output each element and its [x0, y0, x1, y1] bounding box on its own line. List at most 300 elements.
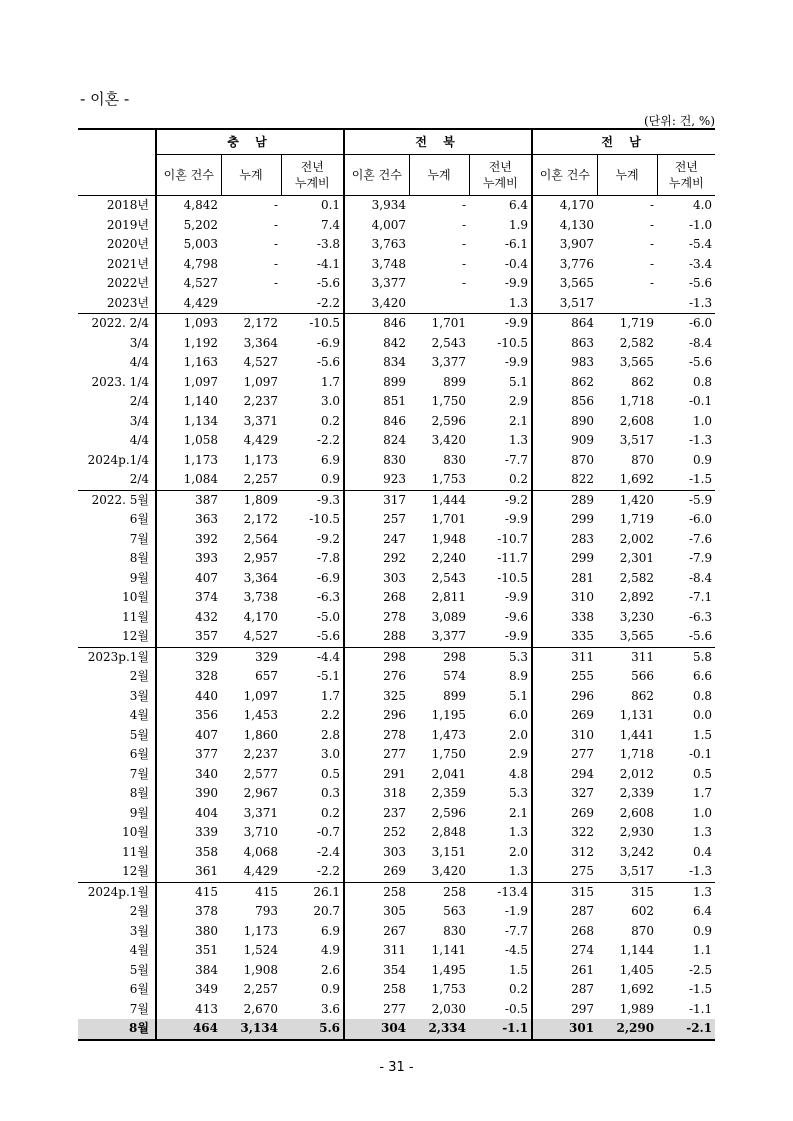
table-cell: 1,753	[431, 472, 467, 486]
table-cell: 2.9	[508, 394, 529, 408]
table-cell: 1.7	[320, 374, 341, 389]
table-cell: 3,242	[619, 844, 655, 859]
table-cell: 1,093	[156, 314, 221, 334]
table-row	[78, 647, 715, 667]
table-row	[78, 549, 715, 569]
row-label: 2021년	[106, 256, 149, 271]
table-cell: -10.5	[497, 570, 529, 585]
table-cell: -4.5	[504, 943, 529, 957]
table-cell: 566	[631, 669, 655, 683]
table-cell: 4.9	[320, 943, 341, 957]
table-cell: 3,230	[619, 609, 655, 624]
table-cell: 6.4	[692, 904, 713, 918]
table-cell: 464	[156, 1019, 221, 1040]
region-header-jeonnam: 전 남	[532, 129, 715, 155]
table-cell: 407	[156, 726, 221, 746]
table-cell: 3,377	[431, 629, 467, 643]
table-row	[78, 353, 715, 373]
table-row	[78, 1019, 715, 1040]
table-cell: 393	[156, 549, 221, 569]
table-cell: -9.2	[469, 490, 532, 510]
table-cell: 1.9	[508, 217, 529, 232]
table-cell: 2,596	[431, 805, 467, 820]
table-cell: -5.6	[688, 276, 713, 290]
table-cell: 2,848	[431, 825, 467, 839]
table-cell: 3,517	[532, 294, 597, 314]
table-cell: 311	[344, 941, 409, 961]
table-cell: 0.5	[320, 766, 341, 781]
table-cell: 2.9	[508, 747, 529, 761]
table-cell: -2.2	[316, 295, 341, 310]
table-cell: 1,473	[431, 727, 467, 742]
table-cell: 1,718	[619, 747, 655, 761]
table-cell: 2,339	[619, 786, 655, 800]
row-label: 2022. 5월	[78, 490, 156, 510]
table-cell: -8.4	[688, 570, 713, 585]
subheader-count: 이혼 건수	[156, 155, 221, 196]
table-cell	[409, 294, 469, 314]
table-cell: -5.9	[657, 490, 715, 510]
table-cell: 5.6	[281, 1019, 344, 1040]
row-label: 5월	[129, 962, 149, 977]
table-cell: -7.9	[688, 551, 713, 565]
table-cell: 20.7	[313, 904, 341, 918]
table-cell: 1.0	[692, 805, 713, 820]
table-cell: 303	[344, 843, 409, 863]
table-cell: 277	[344, 745, 409, 765]
table-cell: 846	[344, 412, 409, 432]
table-cell: 862	[532, 373, 597, 393]
table-row	[78, 843, 715, 863]
table-cell: 923	[344, 470, 409, 490]
table-cell: -2.1	[657, 1019, 715, 1040]
subheader-ratio-line1: 전년	[300, 160, 324, 174]
table-cell: -7.1	[688, 590, 713, 604]
table-cell: 328	[156, 667, 221, 687]
table-cell: 983	[532, 353, 597, 373]
table-cell: 432	[156, 608, 221, 628]
table-cell: 2.0	[508, 727, 529, 742]
table-cell: 287	[532, 980, 597, 1000]
table-cell: -	[461, 198, 467, 212]
table-cell: 4,798	[156, 255, 221, 275]
table-cell: 3,364	[243, 335, 278, 350]
table-cell: 3,371	[243, 413, 278, 428]
table-cell: 258	[409, 882, 469, 902]
table-cell: 3,377	[431, 355, 467, 369]
table-row	[78, 334, 715, 354]
table-cell: 4,170	[243, 609, 278, 624]
table-cell: -13.4	[469, 882, 532, 902]
table-cell: 296	[532, 687, 597, 707]
table-cell: 0.1	[320, 198, 341, 212]
table-cell: 294	[532, 765, 597, 785]
table-row	[78, 882, 715, 902]
table-cell: -6.0	[688, 512, 713, 526]
table-cell: 281	[532, 569, 597, 589]
table-cell: 1,420	[597, 490, 657, 510]
row-label: 4/4	[129, 433, 149, 447]
table-cell: -2.2	[316, 433, 341, 447]
table-cell: -6.9	[316, 570, 341, 585]
table-cell: -0.4	[504, 256, 529, 271]
row-label: 2023년	[106, 295, 149, 310]
table-cell: -	[273, 237, 278, 251]
table-row	[78, 941, 715, 961]
table-cell: 247	[344, 530, 409, 550]
table-cell: 1.7	[692, 786, 713, 800]
table-cell: 292	[344, 549, 409, 569]
table-cell: 269	[344, 862, 409, 882]
table-cell: 2,301	[619, 551, 655, 565]
table-cell: 563	[443, 904, 467, 918]
table-cell: 301	[532, 1019, 597, 1040]
table-cell: 1,750	[431, 394, 467, 408]
table-row	[78, 627, 715, 647]
subheader-ratio-line1: 전년	[674, 160, 698, 174]
table-cell: 275	[532, 862, 597, 882]
table-cell: 3,907	[532, 235, 597, 255]
table-cell: 274	[532, 941, 597, 961]
table-cell: 277	[344, 1000, 409, 1020]
row-label: 6월	[129, 982, 149, 996]
table-cell: -4.1	[316, 256, 341, 271]
table-cell: 297	[532, 1000, 597, 1020]
table-row	[78, 667, 715, 687]
table-cell: 0.9	[692, 923, 713, 938]
table-cell: 5.1	[508, 374, 529, 389]
table-cell: 0.2	[320, 805, 341, 820]
table-cell: -3.8	[316, 237, 341, 251]
table-cell: 4,429	[243, 433, 278, 447]
table-cell: 278	[344, 608, 409, 628]
table-row	[78, 784, 715, 804]
row-label: 9월	[129, 570, 149, 585]
table-cell: 5.1	[508, 688, 529, 703]
table-cell: 2.1	[508, 805, 529, 820]
table-row	[78, 314, 715, 334]
table-cell: 304	[344, 1019, 409, 1040]
table-cell: 7.4	[320, 217, 341, 232]
table-cell: -5.4	[688, 237, 713, 251]
table-cell: 1,173	[243, 923, 278, 938]
table-cell: 4.0	[692, 198, 713, 212]
row-label: 2023p.1월	[78, 647, 156, 667]
table-cell: 2.8	[320, 727, 341, 742]
table-cell: -1.5	[688, 982, 713, 996]
table-cell: -5.6	[316, 276, 341, 290]
table-cell: 1,141	[431, 943, 467, 957]
table-cell: 278	[344, 726, 409, 746]
table-cell: 315	[532, 882, 597, 902]
row-label: 11월	[122, 609, 149, 624]
table-cell: 374	[156, 588, 221, 608]
table-cell: 2.2	[320, 708, 341, 722]
table-cell: 1,131	[619, 708, 655, 722]
table-cell: 2.1	[508, 413, 529, 428]
table-cell: 258	[344, 882, 409, 902]
table-cell: -10.5	[281, 314, 344, 334]
table-cell: 415	[221, 882, 281, 902]
table-cell: 340	[156, 765, 221, 785]
table-cell: 870	[631, 452, 655, 467]
table-cell: 1,058	[156, 431, 221, 451]
table-cell: 2,967	[243, 786, 278, 800]
table-cell: 3.6	[320, 1001, 341, 1016]
table-cell: 834	[344, 353, 409, 373]
table-cell: 2,957	[243, 551, 278, 565]
table-cell: 327	[532, 784, 597, 804]
table-cell: 842	[344, 334, 409, 354]
row-label: 2/4	[129, 472, 149, 486]
table-cell: 255	[532, 667, 597, 687]
table-cell: 413	[156, 1000, 221, 1020]
table-cell: 3,565	[619, 629, 655, 643]
table-cell: 303	[344, 569, 409, 589]
table-cell: 288	[344, 627, 409, 647]
table-cell: 387	[156, 490, 221, 510]
row-label: 5월	[129, 727, 149, 742]
table-cell: 3,565	[619, 355, 655, 369]
table-cell: 267	[344, 922, 409, 942]
table-cell: 1,405	[619, 962, 655, 977]
table-cell: 2,608	[619, 413, 655, 428]
table-row	[78, 412, 715, 432]
row-label: 2월	[129, 904, 149, 918]
table-row	[78, 255, 715, 275]
table-cell: -1.3	[688, 295, 713, 310]
table-cell: 415	[156, 882, 221, 902]
table-cell: 574	[443, 669, 467, 683]
table-cell: 357	[156, 627, 221, 647]
table-cell: -0.7	[316, 825, 341, 839]
row-label: 3/4	[129, 335, 149, 350]
row-label: 2월	[129, 669, 149, 683]
table-cell: 1,718	[619, 394, 655, 408]
table-cell: 0.2	[508, 472, 529, 486]
subheader-ratio-line2: 누계비	[482, 176, 518, 190]
table-cell: 862	[631, 374, 655, 389]
table-cell: -5.6	[316, 629, 341, 643]
table-cell: 2,237	[243, 394, 278, 408]
table-cell: 3,776	[532, 255, 597, 275]
table-cell: -9.6	[504, 609, 529, 624]
table-cell: -5.6	[316, 355, 341, 369]
table-cell: 2,543	[431, 335, 467, 350]
table-cell: 3,748	[344, 255, 409, 275]
table-cell: 1,753	[431, 982, 467, 996]
table-cell: -10.7	[497, 531, 529, 546]
table-cell: -11.7	[497, 551, 529, 565]
table-cell: 257	[344, 510, 409, 530]
table-row	[78, 451, 715, 471]
table-cell: 384	[156, 961, 221, 981]
table-cell: -4.4	[281, 647, 344, 667]
table-cell: 899	[443, 688, 467, 703]
table-cell: -6.0	[657, 314, 715, 334]
table-cell: 1.3	[657, 882, 715, 902]
row-label: 3월	[129, 688, 149, 703]
table-row	[78, 470, 715, 490]
table-cell: 0.9	[692, 452, 713, 467]
row-label: 4월	[129, 708, 149, 722]
table-cell: 863	[532, 334, 597, 354]
row-label: 2024p.1/4	[87, 452, 149, 467]
table-cell: 2,930	[619, 825, 655, 839]
table-cell: 1.3	[508, 295, 529, 310]
table-cell: 1,750	[431, 747, 467, 761]
table-cell: 870	[631, 923, 655, 938]
table-cell: 3,517	[619, 433, 655, 447]
table-cell: 0.9	[320, 472, 341, 486]
table-cell: 269	[532, 706, 597, 726]
table-cell: 2,041	[431, 766, 467, 781]
table-cell: 2,240	[431, 551, 467, 565]
table-cell: 1.5	[508, 962, 529, 977]
table-cell: 1,441	[619, 727, 655, 742]
table-cell: 269	[532, 804, 597, 824]
table-cell: -	[650, 256, 655, 271]
table-cell: 0.2	[320, 413, 341, 428]
row-label: 2020년	[106, 237, 149, 251]
table-cell: 351	[156, 941, 221, 961]
subheader-ratio	[469, 155, 532, 196]
table-row	[78, 1000, 715, 1020]
table-cell: 6.9	[320, 923, 341, 938]
table-cell: -6.3	[316, 590, 341, 604]
row-label: 11월	[122, 844, 149, 859]
region-header-chungnam: 충 남	[156, 129, 344, 155]
row-label: 2022년	[106, 276, 149, 290]
table-cell: -6.3	[688, 609, 713, 624]
table-cell: 380	[156, 922, 221, 942]
table-row	[78, 588, 715, 608]
table-cell: -1.5	[688, 472, 713, 486]
table-cell: -7.7	[504, 923, 529, 938]
table-cell: 2,290	[597, 1019, 657, 1040]
table-cell: -7.7	[504, 452, 529, 467]
table-cell: -1.3	[688, 864, 713, 878]
table-row	[78, 392, 715, 412]
table-cell: 2.6	[320, 962, 341, 977]
table-body	[78, 196, 715, 1040]
table-cell: 1,495	[431, 962, 467, 977]
table-cell: 2,012	[619, 766, 655, 781]
subheader-count: 이혼 건수	[532, 155, 597, 196]
table-row	[78, 961, 715, 981]
table-cell: 440	[156, 687, 221, 707]
table-row	[78, 294, 715, 314]
table-cell: 2.0	[508, 844, 529, 859]
table-cell: 1,195	[431, 708, 467, 722]
table-cell: 822	[532, 470, 597, 490]
table-cell: 6.0	[508, 708, 529, 722]
table-cell: -	[273, 217, 278, 232]
table-cell: 26.1	[281, 882, 344, 902]
table-cell: 1,719	[619, 512, 655, 526]
table-cell: 0.2	[508, 982, 529, 996]
table-cell: 1.3	[508, 864, 529, 878]
table-cell: 2,582	[619, 335, 655, 350]
row-label: 7월	[129, 1001, 149, 1016]
row-label: 4/4	[129, 355, 149, 369]
table-cell: -	[461, 237, 467, 251]
table-cell: 299	[532, 510, 597, 530]
table-cell: 322	[532, 823, 597, 843]
table-cell: 4,527	[243, 355, 278, 369]
table-row	[78, 726, 715, 746]
table-cell: 4,068	[243, 844, 278, 859]
table-cell: 862	[631, 688, 655, 703]
table-cell: 1.1	[692, 943, 713, 957]
table-cell: -6.9	[316, 335, 341, 350]
table-cell: 1,453	[243, 708, 278, 722]
table-cell: 1,989	[619, 1001, 655, 1016]
table-cell: 354	[344, 961, 409, 981]
row-label: 12월	[122, 864, 149, 878]
table-cell: 5,202	[156, 216, 221, 236]
table-cell: 1.0	[692, 413, 713, 428]
section-title: - 이혼 -	[80, 90, 130, 108]
table-cell: 2,334	[409, 1019, 469, 1040]
table-cell: 258	[344, 980, 409, 1000]
table-row	[78, 862, 715, 882]
table-row	[78, 922, 715, 942]
table-cell: 0.8	[692, 374, 713, 389]
subheader-ratio-line2: 누계비	[294, 176, 330, 190]
table-cell: -8.4	[688, 335, 713, 350]
table-cell: -10.5	[309, 512, 341, 526]
table-cell: 5.8	[657, 647, 715, 667]
subheader-ratio	[657, 155, 715, 196]
table-cell: 1,809	[221, 490, 281, 510]
table-cell: 1,444	[409, 490, 469, 510]
corner-cell	[78, 129, 156, 155]
table-cell: 310	[532, 588, 597, 608]
row-label: 3월	[129, 923, 149, 938]
table-cell: 268	[344, 588, 409, 608]
table-cell: 390	[156, 784, 221, 804]
table-cell: 824	[344, 431, 409, 451]
table-cell: -9.9	[504, 512, 529, 526]
table-cell: 870	[532, 451, 597, 471]
table-cell: 1,140	[156, 392, 221, 412]
table-cell: 1.3	[508, 825, 529, 839]
table-cell: 3,364	[243, 570, 278, 585]
table-cell: -5.1	[316, 669, 341, 683]
table-cell: -9.9	[504, 276, 529, 290]
table-cell: 356	[156, 706, 221, 726]
table-cell: 890	[532, 412, 597, 432]
table-cell: 3,763	[344, 235, 409, 255]
table-cell: 1,163	[156, 353, 221, 373]
table-cell: 4,842	[156, 196, 221, 216]
table-cell: 830	[344, 451, 409, 471]
table-cell: 2,172	[243, 512, 278, 526]
table-cell: 3,710	[243, 825, 278, 839]
table-cell: 289	[532, 490, 597, 510]
table-cell: 1.3	[692, 825, 713, 839]
row-label: 7월	[129, 766, 149, 781]
row-label: 10월	[122, 590, 149, 604]
table-cell: -0.5	[504, 1001, 529, 1016]
table-cell: 296	[344, 706, 409, 726]
table-row	[78, 490, 715, 510]
table-cell: 2,359	[431, 786, 467, 800]
table-cell: -6.1	[504, 237, 529, 251]
table-cell: 2,564	[243, 531, 278, 546]
table-cell: 2,030	[431, 1001, 467, 1016]
